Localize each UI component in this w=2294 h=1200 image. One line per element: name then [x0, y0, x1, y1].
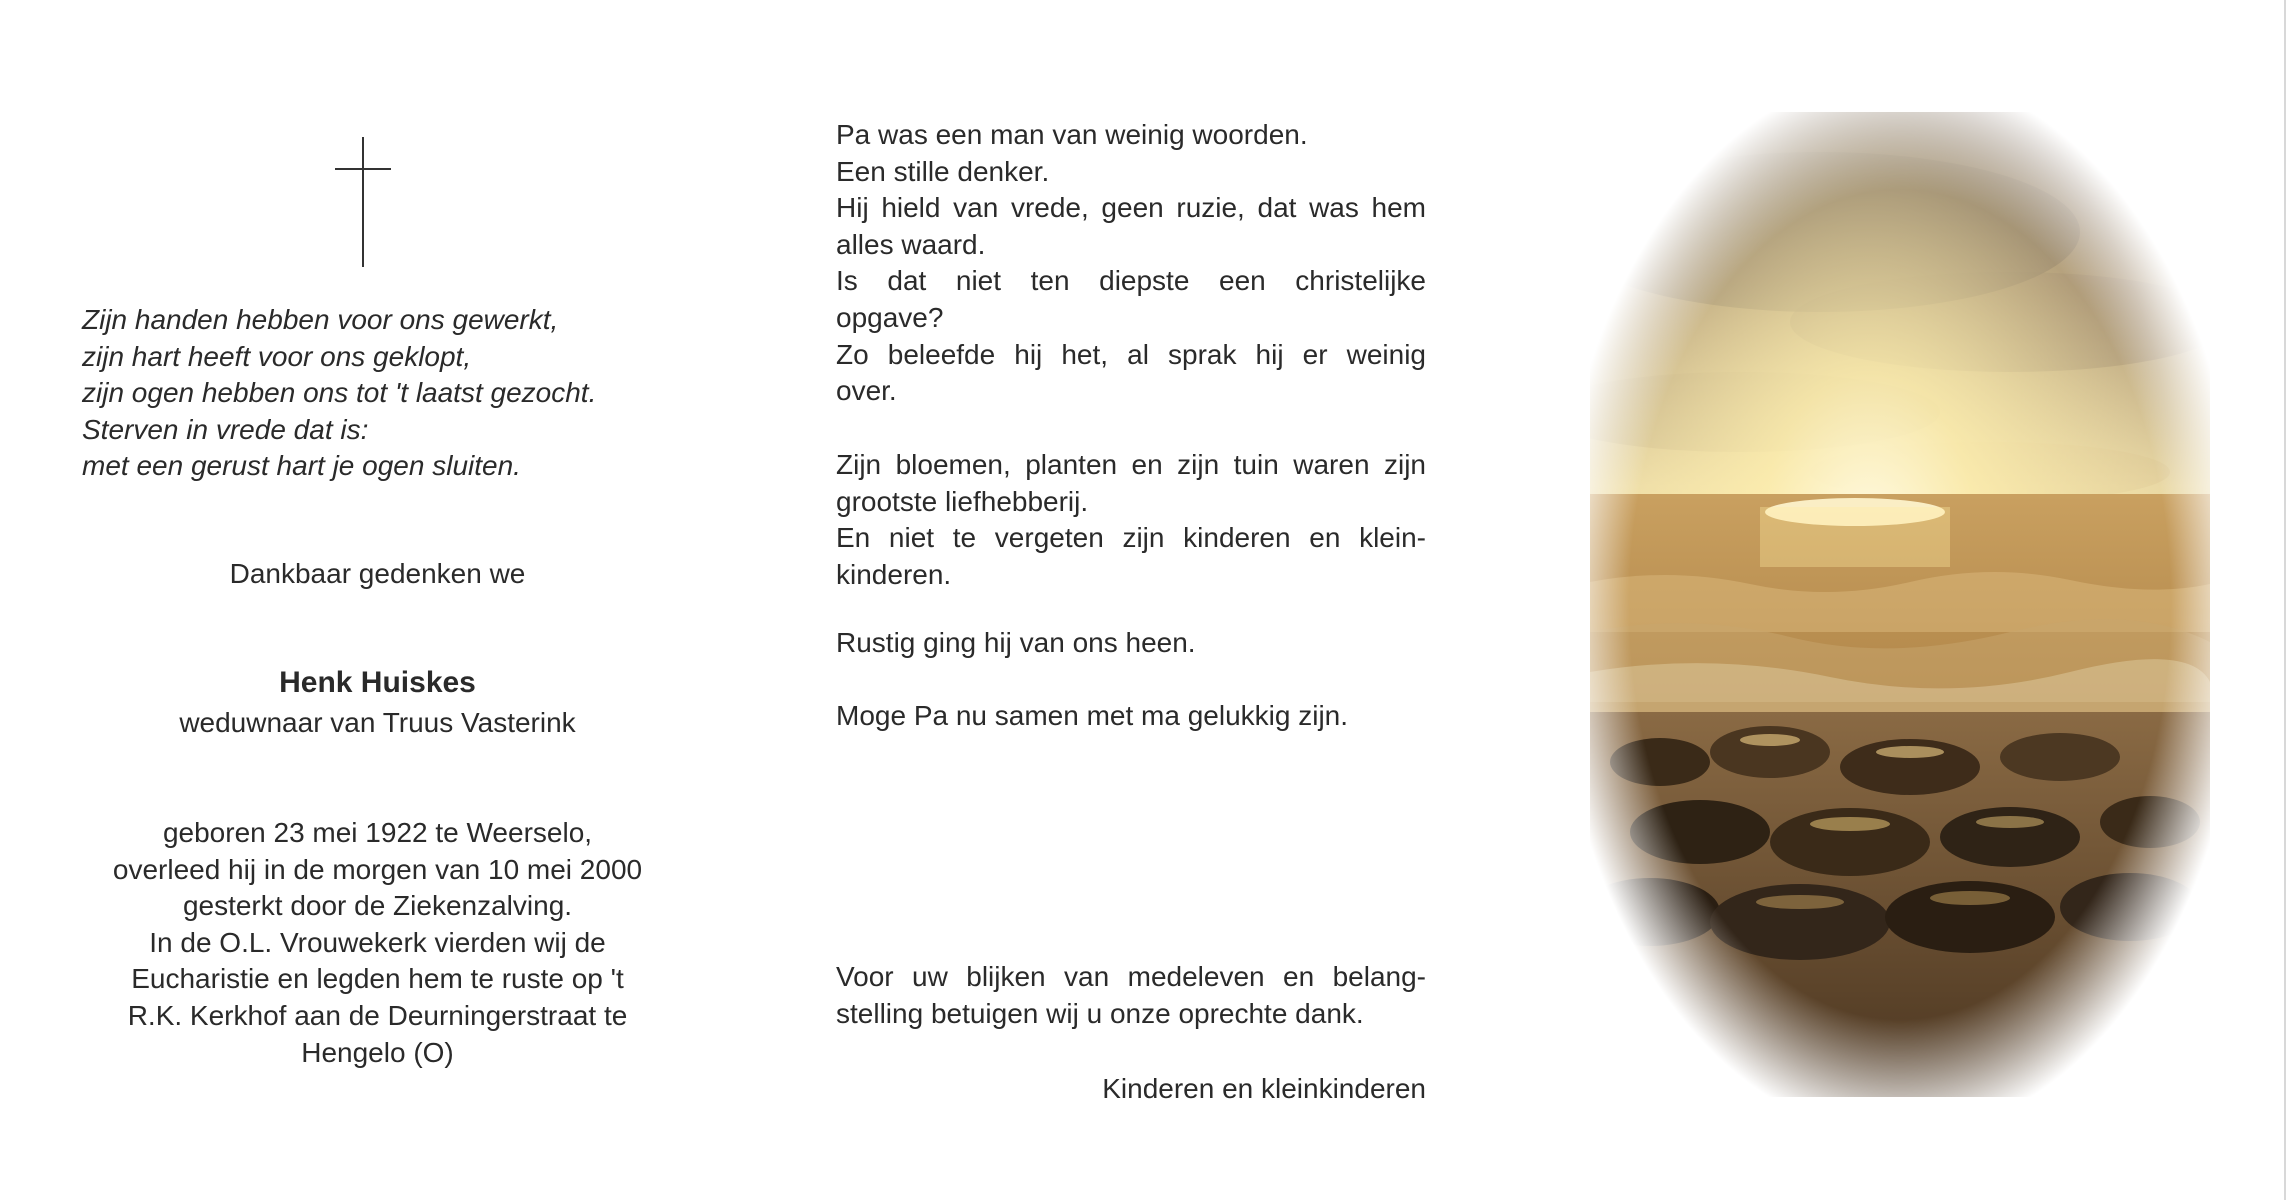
- paragraph-passing: [836, 625, 1426, 662]
- poem-line: met een gerust hart je ogen sluiten.: [82, 450, 521, 482]
- text-line: Rustig ging hij van ons heen.: [836, 627, 1196, 658]
- text-line: stelling betuigen wij u onze oprechte dank.: [836, 997, 1364, 1029]
- cross-icon: [335, 137, 391, 267]
- intro-text: Dankbaar gedenken we: [229, 558, 526, 589]
- text-line: grootste liefhebberij.: [836, 485, 1089, 517]
- deceased-name: Henk Huiskes: [279, 666, 476, 699]
- poem: [82, 302, 722, 485]
- paragraph-wish: [836, 698, 1426, 735]
- spouse-line: weduwnaar van Truus Vasterink: [179, 707, 576, 738]
- paragraph-hobbies: [836, 447, 1426, 593]
- life-line: Hengelo (O): [301, 1036, 454, 1068]
- text-line: alles waard.: [836, 228, 986, 260]
- poem-line: Sterven in vrede dat is:: [82, 413, 369, 445]
- life-line: In de O.L. Vrouwekerk vierden wij de: [149, 926, 606, 958]
- signature: Kinderen en kleinkinderen: [1102, 1073, 1426, 1104]
- life-line: gesterkt door de Ziekenzalving.: [182, 890, 573, 922]
- text-line: Hij hield van vrede, geen ruzie, dat was hem: [836, 192, 1426, 224]
- text-line: Zo beleefde hij het, al sprak hij er weinig: [836, 338, 1426, 370]
- text-line: opgave?: [836, 301, 944, 333]
- life-details: [60, 815, 695, 1071]
- text-line: over.: [836, 375, 897, 407]
- life-line: Eucharistie en legden hem te ruste op 't: [131, 963, 624, 995]
- life-line: geboren 23 mei 1922 te Weerselo,: [162, 817, 593, 848]
- text-line: Is dat niet ten diepste een christelijke: [836, 265, 1426, 297]
- life-line: R.K. Kerkhof aan de Deurningerstraat te: [127, 999, 628, 1031]
- text-line: Moge Pa nu samen met ma gelukkig zijn.: [836, 700, 1349, 731]
- text-line: kinderen.: [836, 558, 952, 590]
- text-line: Zijn bloemen, planten en zijn tuin waren zijn: [836, 449, 1426, 480]
- text-line: En niet te vergeten zijn kinderen en klein-: [836, 522, 1426, 554]
- sunset-sea-photo: [1590, 112, 2210, 1097]
- paragraph-thanks: [836, 959, 1426, 1032]
- text-line: Pa was een man van weinig woorden.: [836, 119, 1308, 150]
- scan-edge: [2284, 0, 2286, 1200]
- poem-line: zijn ogen hebben ons tot 't laatst gezocht.: [82, 377, 597, 409]
- text-line: Een stille denker.: [836, 155, 1050, 187]
- poem-line: zijn hart heeft voor ons geklopt,: [82, 340, 472, 372]
- paragraph-character: [836, 117, 1426, 410]
- life-line: overleed hij in de morgen van 10 mei 2000: [112, 853, 643, 885]
- text-line: Voor uw blijken van medeleven en belang-: [836, 961, 1426, 992]
- poem-line: Zijn handen hebben voor ons gewerkt,: [82, 304, 559, 335]
